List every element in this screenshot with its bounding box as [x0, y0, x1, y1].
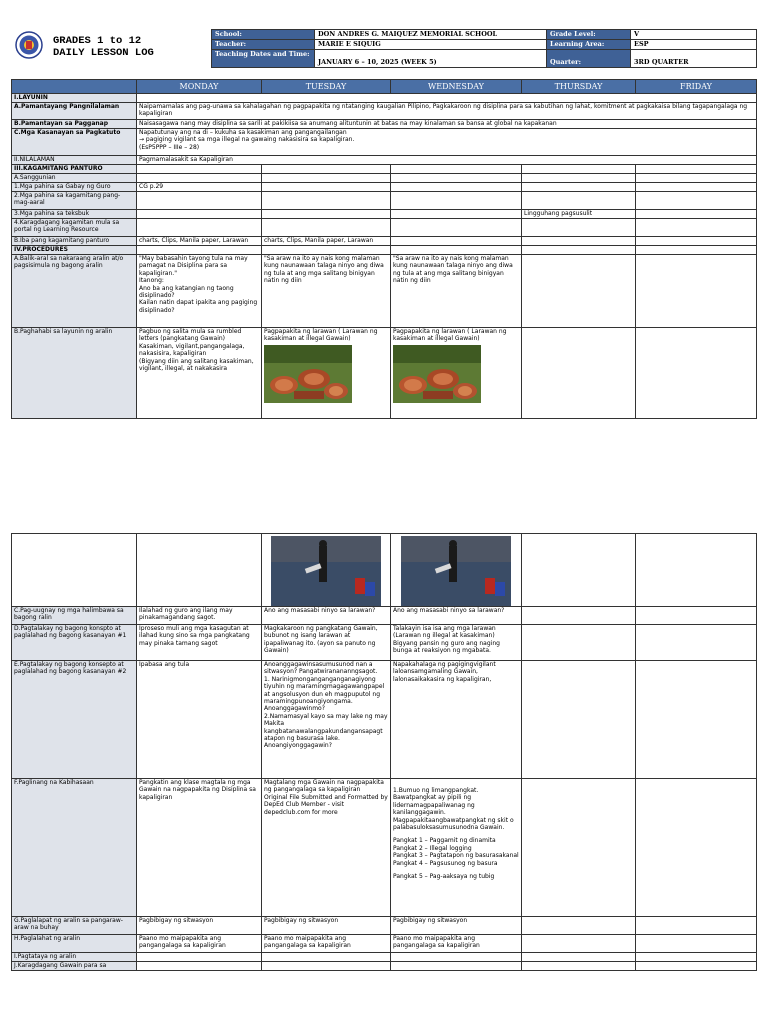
h-tuesday: Paano mo maipapakita ang pangangalaga sa kapaligiran — [262, 935, 391, 953]
dates-value: JANUARY 6 – 10, 2025 (WEEK 5) — [315, 50, 547, 68]
row-label-iba: B.Iba pang kagamitang panturo — [12, 237, 137, 246]
row-label-pangmag: 2.Mga pahina sa kagamitang pang-mag-aaral — [12, 192, 137, 210]
f-tuesday — [262, 779, 391, 917]
row-label-e: E.Pagtalakay ng bagong konsepto at paglalahad ng bagong kasanayan #2 — [12, 661, 137, 779]
pamantayang-text: Naipamamalas ang pag-unawa sa kahalagahan ng pagpapakita ng ntatanging kaugalian Pilipino, Pagkakaroon ng disiplina para sa kabutihan ng lahat, komitment at pagkakaisa bilang tagapangalaga ng kapaligiran — [137, 103, 757, 120]
e-wednesday: Napakahalaga ng pagigingvigilant laloansamgamaling Gawain, lalonasaikakasira ng kapaligiran, — [391, 661, 522, 779]
e-tue-line-1: Anoanggagawinsasumusunod nan a sitwasyon? Pangatwiranananngsagot. — [264, 661, 378, 676]
paghahabi-tue-text: Pagpapakita ng larawan ( Larawan ng kasakiman at illegal Gawain) — [264, 328, 378, 343]
row-label-gabay: 1.Mga pahina sa Gabay ng Guro — [12, 183, 137, 192]
empty-cell — [137, 219, 262, 237]
f-tue-line-2: Original File Submitted and Formatted by DepEd Club Member - visit depedclub.com for more — [264, 793, 388, 816]
empty-cell — [522, 165, 636, 174]
empty-cell — [391, 210, 522, 219]
row-label-balik-aral: A.Balik-aral sa nakaraang aralin at/o pagsisimula ng bagong aralin — [12, 255, 137, 328]
empty-cell — [636, 174, 757, 183]
row-label-karagdagang: 4.Karagdagang kagamitan mula sa portal ng Learning Resource — [12, 219, 137, 237]
d-tuesday: Magkakaroon ng pangkatang Gawain, bubunot ng isang larawan at ipapaliwanag ito. (ayon sa panuto ng Gawain) — [262, 625, 391, 661]
corner-cell — [12, 80, 137, 94]
empty-cell — [262, 174, 391, 183]
day-header-friday: FRIDAY — [636, 80, 757, 94]
row-label-j: J.Karagdagang Gawain para sa — [12, 962, 137, 971]
paghahabi-mon-line-1: Pagbuo ng salita mula sa rumbled letters (pangkatang Gawain) — [139, 328, 242, 343]
empty-cell — [262, 192, 391, 210]
empty-cell — [522, 953, 636, 962]
teacher-label: Teacher: — [212, 40, 315, 50]
empty-cell — [636, 625, 757, 661]
empty-cell — [262, 246, 391, 255]
empty-cell — [391, 183, 522, 192]
empty-cell — [636, 661, 757, 779]
empty-cell — [262, 962, 391, 971]
teacher-value: MARIE E SIQUIG — [315, 40, 547, 50]
balik-mon-line-4: Kailan natin dapat ipakita ang pagiging disiplinado? — [139, 299, 258, 314]
nilalaman-text: Pagmamalasakit sa Kapaligiran — [137, 156, 757, 165]
area-value: ESP — [631, 40, 757, 50]
row-label-kasanayan: C.Mga Kasanayan sa Pagkatuto — [12, 129, 137, 156]
empty-cell — [137, 953, 262, 962]
empty-cell — [391, 219, 522, 237]
empty-cell — [522, 255, 636, 328]
littering-lake-photo — [271, 536, 381, 606]
balik-mon-line-1: "May babasahin tayong tula na may pamagat na Disiplina para sa kapaligiran." — [139, 255, 248, 277]
empty-cell — [522, 237, 636, 246]
empty-cell — [522, 328, 636, 419]
balik-aral-wednesday: "Sa araw na ito ay nais kong malaman kung naunawaan talaga ninyo ang diwa ng tula at ang mga salitang binigyan natin ng diin — [391, 255, 522, 328]
header-info-table — [211, 29, 757, 68]
empty-cell — [137, 210, 262, 219]
empty-cell — [522, 935, 636, 953]
row-label-d: D.Pagtalakay ng bagong konspto at paglalahad ng bagong kasanayan #1 — [12, 625, 137, 661]
day-header-monday: MONDAY — [137, 80, 262, 94]
title-line-2: DAILY LESSON LOG — [53, 47, 154, 59]
paghahabi-wednesday — [391, 328, 522, 419]
g-monday: Pagbibigay ng sitwasyon — [137, 917, 262, 935]
paghahabi-mon-line-2: Kasakiman, vigilant,pangangalaga, nakasisira, kapaligiran — [139, 342, 245, 358]
empty-cell — [636, 534, 757, 607]
day-header-wednesday: WEDNESDAY — [391, 80, 522, 94]
balik-aral-tuesday: "Sa araw na ito ay nais kong malaman kung naunawaan talaga ninyo ang diwa ng tula at ang mga salitang binigyan natin ng diin — [262, 255, 391, 328]
g-wednesday: Pagbibigay ng sitwasyon — [391, 917, 522, 935]
kasanayan-text — [137, 129, 757, 156]
day-header-tuesday: TUESDAY — [262, 80, 391, 94]
row-label-teksbuk: 3.Mga pahina sa teksbuk — [12, 210, 137, 219]
empty-cell — [137, 534, 262, 607]
row-label-pamantayang: A.Pamantayang Pangnilalaman — [12, 103, 137, 120]
f-wed-line-1: 1.Bumuo ng limangpangkat. Bawatpangkat ay pipili ng lidernamagpapaliwanag ng kanilanggagawin. Magpapakitaangbawatpangkat ng skit o palabasuloksasumusunodna Gawain. — [393, 787, 514, 832]
f-wednesday — [391, 779, 522, 917]
empty-cell — [391, 192, 522, 210]
paghahabi-tuesday — [262, 328, 391, 419]
empty-cell — [522, 607, 636, 625]
balik-aral-monday — [137, 255, 262, 328]
row-label-g: G.Paglalapat ng aralin sa pangaraw-araw na buhay — [12, 917, 137, 935]
empty-cell — [522, 962, 636, 971]
empty-cell — [636, 935, 757, 953]
empty-cell — [137, 192, 262, 210]
f-wed-line-5: Pangkat 4 – Pagsusunog ng basura — [393, 859, 498, 867]
empty-cell — [522, 917, 636, 935]
illegal-logging-photo — [264, 345, 352, 403]
grade-value: V — [631, 30, 757, 40]
empty-cell — [636, 192, 757, 210]
paguugnay-wednesday: Ano ang masasabi ninyo sa larawan? — [391, 607, 522, 625]
grade-label: Grade Level: — [547, 30, 631, 40]
empty-cell — [522, 174, 636, 183]
empty-cell — [636, 165, 757, 174]
empty-cell — [636, 328, 757, 419]
f-wed-line-6: Pangkat 5 – Pag-aaksaya ng tubig — [393, 873, 495, 881]
f-monday: Pangkatin ang klase magtala ng mga Gawain na nagpapakita ng Disiplina sa kapaligiran — [137, 779, 262, 917]
row-label-f: F.Paglinang na Kabihasaan — [12, 779, 137, 917]
title-line-1: GRADES 1 to 12 — [53, 35, 142, 47]
row-label-paghahabi: B.Paghahabi sa layunin ng aralin — [12, 328, 137, 419]
empty-cell — [262, 210, 391, 219]
section-layunin: I.LAYUNIN — [12, 94, 137, 103]
empty-cell — [391, 246, 522, 255]
illegal-logging-photo — [393, 345, 481, 403]
empty-cell — [137, 174, 262, 183]
empty-cell — [636, 210, 757, 219]
paguugnay-tuesday: Ano ang masasabi ninyo sa larawan? — [262, 607, 391, 625]
deped-logo — [15, 31, 43, 59]
h-monday: Paano mo maipapakita ang pangangalaga sa kapaligiran — [137, 935, 262, 953]
row-label-sanggunian: A.Sanggunian — [12, 174, 137, 183]
empty-cell — [522, 183, 636, 192]
empty-cell — [636, 607, 757, 625]
pagganap-text: Naisasagawa nang may disiplina sa sarili at pakikiisa sa anumang alituntunin at batas na may kinalaman sa bansa at global na kapakanan — [137, 120, 757, 129]
empty-cell — [137, 94, 757, 103]
e-tue-line-3: 2.Namamasyal kayo sa may lake ng may Makita kangbatanawalangpakundangansapagt atapon ng basurasa lake. Anoangiyonggagawin? — [264, 712, 388, 750]
paghahabi-wed-text: Pagpapakita ng larawan ( Larawan ng kasakiman at illegal Gawain) — [393, 328, 507, 343]
teksbuk-thursday: Lingguhang pagsusulit — [522, 210, 636, 219]
dates-label: Teaching Dates and Time: — [212, 50, 315, 68]
lesson-table-part-2 — [11, 533, 757, 971]
area-label: Learning Area: — [547, 40, 631, 50]
section-kagamitan: III.KAGAMITANG PANTURO — [12, 165, 137, 174]
e-monday: Ipabasa ang tula — [137, 661, 262, 779]
empty-cell — [636, 246, 757, 255]
school-label: School: — [212, 30, 315, 40]
empty-cell — [522, 192, 636, 210]
f-tue-line-1: Magtalang mga Gawain na nagpapakita ng pangangalaga sa kapaligiran — [264, 779, 384, 794]
e-tue-line-2: 1. Narinigmonganganganganagiyong tiyuhin ng maramingmagagawangpapel at angsolusyon dun eh magpuputol ng maramingpunoangiyongama. Anoanggagawinmo? — [264, 675, 385, 713]
photo-cell-wednesday — [391, 534, 522, 607]
kasanayan-line-2: → pagiging vigilant sa mga illegal na gawaing nakasisira sa kapaligiran. — [139, 136, 355, 144]
photo-cell-tuesday — [262, 534, 391, 607]
empty-cell — [12, 534, 137, 607]
row-label-h: H.Paglalahat ng aralin — [12, 935, 137, 953]
empty-cell — [391, 962, 522, 971]
g-tuesday: Pagbibigay ng sitwasyon — [262, 917, 391, 935]
empty-cell — [262, 165, 391, 174]
empty-cell — [262, 183, 391, 192]
empty-cell — [522, 661, 636, 779]
spacer — [393, 779, 519, 787]
balik-mon-line-2: Itanong: — [139, 277, 164, 285]
empty-cell — [391, 174, 522, 183]
empty-cell — [636, 779, 757, 917]
empty-cell — [137, 962, 262, 971]
row-label-i: I.Pagtataya ng aralin — [12, 953, 137, 962]
empty-cell — [636, 255, 757, 328]
quarter-label: Quarter: — [547, 50, 631, 68]
empty-cell — [636, 953, 757, 962]
quarter-value: 3RD QUARTER — [631, 50, 757, 68]
gabay-monday: CG p.29 — [137, 183, 262, 192]
kasanayan-line-1: Napatutunay ang na di – kukuha sa kasakiman ang pangangailangan — [139, 129, 347, 136]
lesson-table-part-1 — [11, 79, 757, 419]
section-procedures: IV.PROCEDURES — [12, 246, 137, 255]
f-wed-line-3: Pangkat 2 – Illegal logging — [393, 844, 472, 852]
empty-cell — [391, 165, 522, 174]
empty-cell — [391, 953, 522, 962]
school-value: DON ANDRES G. MAIQUEZ MEMORIAL SCHOOL — [315, 30, 547, 40]
d-wednesday: Talakayin isa isa ang mga larawan (Larawan ng illegal at kasakiman) Bigyang pansin ng guro ang naging bunga at reaksiyon ng mgabata. — [391, 625, 522, 661]
empty-cell — [522, 534, 636, 607]
paghahabi-mon-line-3: (Bigyang diin ang salitang kasakiman, vigilant, illegal, at nakakasira — [139, 357, 254, 373]
empty-cell — [522, 625, 636, 661]
empty-cell — [636, 962, 757, 971]
empty-cell — [137, 246, 262, 255]
empty-cell — [636, 237, 757, 246]
empty-cell — [391, 237, 522, 246]
doc-title — [53, 35, 154, 59]
f-wed-line-4: Pangkat 3 – Pagtatapon ng basurasakanal — [393, 852, 519, 860]
littering-lake-photo — [401, 536, 511, 606]
empty-cell — [522, 246, 636, 255]
row-label-paguugnay: C.Pag-uugnay ng mga halimbawa sa bagong ralin — [12, 607, 137, 625]
f-wed-line-2: Pangkat 1 – Paggamit ng dinamita — [393, 837, 496, 845]
empty-cell — [262, 219, 391, 237]
row-label-pagganap: B.Pamantayan sa Pagganap — [12, 120, 137, 129]
day-header-thursday: THURSDAY — [522, 80, 636, 94]
kasanayan-line-3: (EsP5PPP – IIIe – 28) — [139, 143, 200, 151]
empty-cell — [522, 219, 636, 237]
paguugnay-monday: Ilalahad ng guro ang ilang may pinakamagandang sagot. — [137, 607, 262, 625]
empty-cell — [262, 953, 391, 962]
d-monday: Iproseso muli ang mga kasagutan at ilahad kung sino sa mga pangkatang may pinaka tamang sagot — [137, 625, 262, 661]
h-wednesday: Paano mo maipapakita ang pangangalaga sa kapaligiran — [391, 935, 522, 953]
empty-cell — [636, 183, 757, 192]
iba-tuesday: charts, Clips, Manila paper, Larawan — [262, 237, 391, 246]
row-label-nilalaman: II.NILALAMAN — [12, 156, 137, 165]
balik-mon-line-3: Ano ba ang katangian ng taong disiplinado? — [139, 284, 234, 300]
empty-cell — [137, 165, 262, 174]
paghahabi-monday — [137, 328, 262, 419]
empty-cell — [636, 219, 757, 237]
iba-monday: charts, Clips, Manila paper, Larawan — [137, 237, 262, 246]
empty-cell — [522, 779, 636, 917]
e-tuesday — [262, 661, 391, 779]
empty-cell — [636, 917, 757, 935]
